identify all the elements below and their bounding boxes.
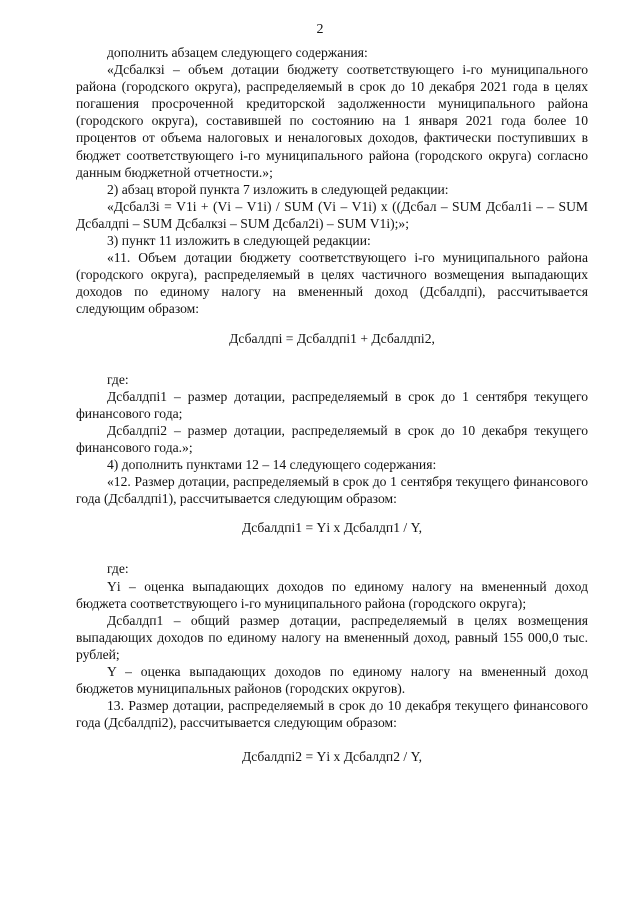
formula-dsbaldp1: Дсбалдпі1 = Yі х Дсбалдп1 / Y, <box>241 520 423 536</box>
paragraph-dsbalkz-definition: «Дсбалкзі – объем дотации бюджету соответствующего і-го муниципального района (городского округа), распределяемый в срок до 10 декабря 2021 года в целях погашения просроченной кредиторской задолженности муниципального района (городского округа), составившей по состоянию на 1 января 2021 года более 10 процентов от объема налоговых и неналоговых доходов, фактически поступивших в бюджет соответствующего і-го муниципального района (городского округа) согласно данным бюджетной отчетности.»; <box>76 62 588 180</box>
paragraph-point-13: 13. Размер дотации, распределяемый в срок до 10 декабря текущего финансового года (Дсбалдпі2), рассчитывается следующим образом: <box>76 698 588 731</box>
formula-dsbaldp2: Дсбалдпі2 = Yі х Дсбалдп2 / Y, <box>241 749 423 765</box>
paragraph-dsbal3-formula: «Дсбал3і = V1і + (Vі – V1і) / SUM (Vі – V1і) х ((Дсбал – SUM Дсбал1і – – SUM Дсбалдпі – SUM Дсбалкзі – SUM Дсбал2і) – SUM V1і);»; <box>76 198 588 231</box>
paragraph-item-3: 3) пункт 11 изложить в следующей редакции: <box>107 233 371 249</box>
paragraph-point-11: «11. Объем дотации бюджету соответствующего і-го муниципального района (городского округа), распределяемый в целях частичного возмещения выпадающих доходов по единому налогу на вмененный доход (Дсбалдпі), рассчитывается следующим образом: <box>76 250 588 317</box>
paragraph-dsbaldp1-definition: Дсбалдпі1 – размер дотации, распределяемый в срок до 1 сентября текущего финансового года; <box>76 388 588 421</box>
paragraph-item-2: 2) абзац второй пункта 7 изложить в следующей редакции: <box>107 181 449 197</box>
paragraph-where-1: где: <box>107 371 129 387</box>
paragraph-intro: дополнить абзацем следующего содержания: <box>107 45 368 60</box>
paragraph-y-definition: Y – оценка выпадающих доходов по единому налогу на вмененный доход бюджетов муниципальных районов (городских округов). <box>76 664 588 697</box>
paragraph-dsbaldp2-definition: Дсбалдпі2 – размер дотации, распределяемый в срок до 10 декабря текущего финансового года.»; <box>76 422 588 455</box>
paragraph-dsbaldp1-total-definition: Дсбалдп1 – общий размер дотации, распределяемый в целях возмещения выпадающих доходов по единому налогу на вмененный доход, равный 155 000,0 тыс. рублей; <box>76 612 588 662</box>
formula-dsbaldp: Дсбалдпі = Дсбалдпі1 + Дсбалдпі2, <box>229 330 435 346</box>
paragraph-yi-definition: Yі – оценка выпадающих доходов по единому налогу на вмененный доход бюджета соответствующего і-го муниципального района (городского округа); <box>76 578 588 611</box>
paragraph-item-4: 4) дополнить пунктами 12 – 14 следующего содержания: <box>107 457 437 473</box>
paragraph-point-12: «12. Размер дотации, распределяемый в срок до 1 сентября текущего финансового года (Дсбалдпі1), рассчитывается следующим образом: <box>76 474 588 507</box>
document-body <box>76 44 588 765</box>
paragraph-where-2: где: <box>107 561 129 577</box>
page-number: 2 <box>316 22 324 37</box>
